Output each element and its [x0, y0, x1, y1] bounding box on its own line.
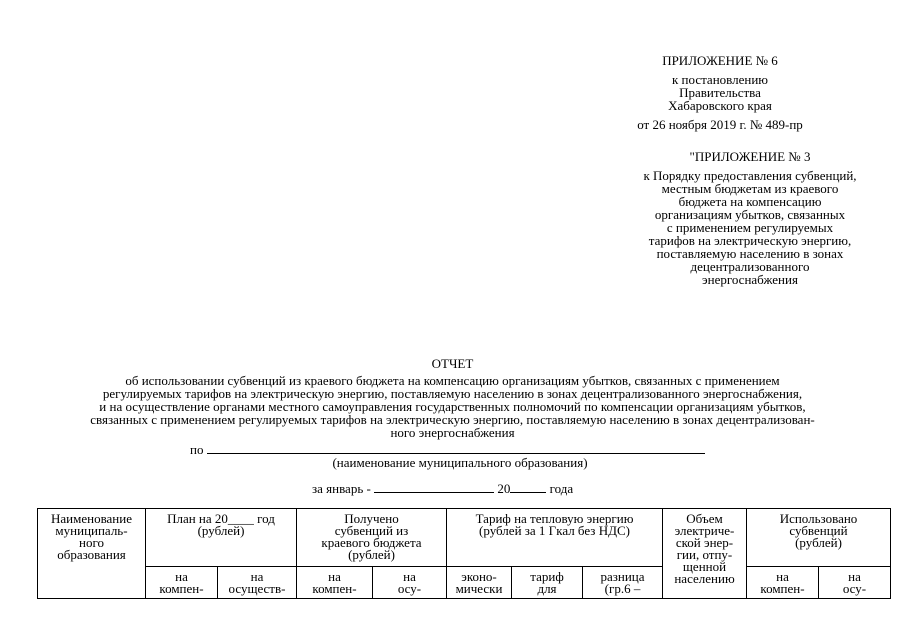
report-description: [20, 374, 885, 439]
subheader-tariff-difference: разница (гр.6 –: [583, 567, 663, 599]
po-caption: (наименование муниципального образования): [332, 455, 588, 470]
report-table: [37, 508, 891, 599]
header-plan: План на 20____ год (рублей): [146, 509, 297, 567]
report-line: об использовании субвенций из краевого бюджета на компенсацию организациям убытков, связанных с применением: [125, 373, 780, 388]
period-suffix: года: [549, 481, 574, 496]
subheader-received-implementation: на осу-: [373, 567, 447, 599]
sub-appendix-line: местным бюджетам из краевого: [661, 181, 839, 196]
header-municipality: Наименование муниципаль- ного образования: [38, 509, 146, 599]
period-row: [312, 479, 573, 496]
appendix-title: ПРИЛОЖЕНИЕ № 6: [662, 53, 778, 68]
appendix-line: Хабаровского края: [668, 98, 772, 113]
subheader-plan-implementation: на осуществ-: [218, 567, 297, 599]
appendix-block: [600, 54, 840, 131]
subheader-plan-compensation: на компен-: [146, 567, 218, 599]
report-line: связанных с применением регулируемых тарифов на электрическую энергию, поставляемую населению в зонах децентрализован-: [90, 412, 815, 427]
appendix-line: к постановлению: [671, 72, 769, 87]
sub-appendix-line: децентрализованного: [690, 259, 810, 274]
municipality-blank[interactable]: [207, 440, 705, 454]
header-used: Использовано субвенций (рублей): [747, 509, 891, 567]
subheader-used-implementation: на осу-: [819, 567, 891, 599]
sub-appendix-line: к Порядку предоставления субвенций,: [643, 168, 857, 183]
sub-appendix-block: [610, 150, 890, 286]
header-received: Получено субвенций из краевого бюджета (рублей): [297, 509, 447, 567]
header-tariff: Тариф на тепловую энергию (рублей за 1 Гкал без НДС): [447, 509, 663, 567]
sub-appendix-line: бюджета на компенсацию: [678, 194, 822, 209]
period-month-blank[interactable]: [374, 479, 494, 493]
report-title: ОТЧЕТ: [431, 356, 474, 371]
subheader-used-compensation: на компен-: [747, 567, 819, 599]
period-year-prefix: 20: [497, 481, 511, 496]
appendix-line: Правительства: [679, 85, 761, 100]
sub-appendix-line: организациям убытков, связанных: [654, 207, 846, 222]
header-volume: Объем электриче- ской энер- гии, отпу- щенной населению: [663, 509, 747, 599]
period-year-blank[interactable]: [510, 479, 546, 493]
po-label: по: [190, 442, 204, 457]
sub-appendix-line: поставляемую населению в зонах: [656, 246, 844, 261]
appendix-date-line: от 26 ноября 2019 г. № 489-пр: [637, 117, 803, 132]
subheader-tariff-population: тариф для: [512, 567, 583, 599]
subheader-received-compensation: на компен-: [297, 567, 373, 599]
sub-appendix-title: "ПРИЛОЖЕНИЕ № 3: [689, 149, 811, 164]
subheader-tariff-economic: эконо- мически: [447, 567, 512, 599]
sub-appendix-line: с применением регулируемых: [666, 220, 834, 235]
sub-appendix-line: тарифов на электрическую энергию,: [648, 233, 852, 248]
sub-appendix-line: энергоснабжения: [702, 272, 798, 287]
report-line: и на осуществление органами местного самоуправления государственных полномочий по компенсации организациям убытков,: [99, 399, 806, 414]
period-prefix: за январь -: [312, 481, 371, 496]
report-line: регулируемых тарифов на электрическую энергию, поставляемую населению в зонах децентрализованного энергоснабжения,: [102, 386, 803, 401]
report-line: ного энергоснабжения: [390, 425, 515, 440]
